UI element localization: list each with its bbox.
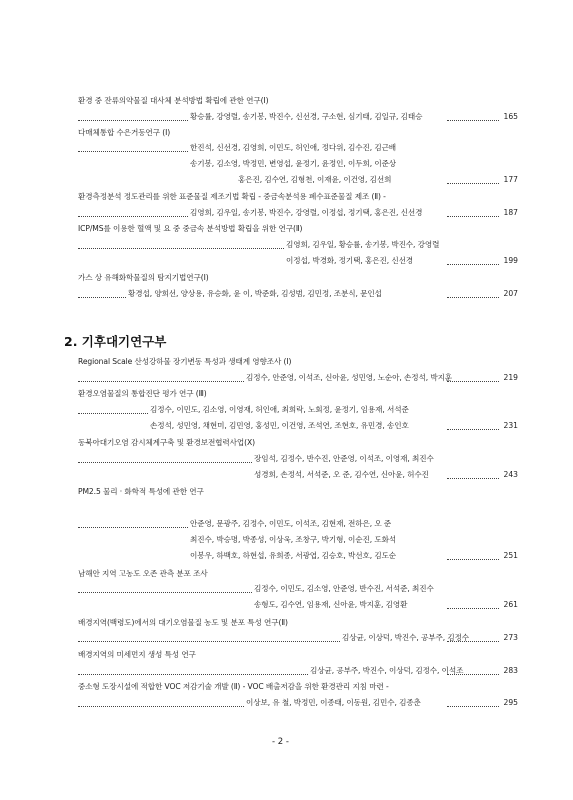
entry-authors: 안준영, 문광주, 김정수, 이민도, 이석조, 김현재, 전하은, 오 준 bbox=[190, 519, 392, 528]
entry-page-number: 273 bbox=[503, 633, 518, 642]
entry-title: 환경 중 잔류의약물질 대사체 분석방법 확립에 관한 연구(Ⅰ) bbox=[78, 96, 269, 105]
leader-dots bbox=[78, 151, 188, 152]
leader-dots bbox=[78, 706, 244, 707]
entry-page-number: 207 bbox=[503, 289, 518, 298]
leader-dots bbox=[78, 462, 252, 463]
entry-authors: 손정석, 성민영, 채현미, 김민영, 홍성민, 이건영, 조석연, 조현호, 유민경, 송인호 bbox=[150, 421, 409, 430]
entry-title: 환경오염물질의 통합진단 평가 연구 (Ⅲ) bbox=[78, 389, 207, 398]
section-heading: 2. 기후대기연구부 bbox=[64, 334, 167, 349]
entry-authors: 성경희, 손정석, 서석준, 오 준, 김수연, 신아윤, 허수진 bbox=[254, 470, 429, 479]
leader-dots bbox=[78, 297, 126, 298]
leader-dots bbox=[78, 216, 188, 217]
leader-dots bbox=[78, 527, 188, 528]
entry-title: 배경지역의 미세먼지 생성 특성 연구 bbox=[78, 650, 196, 659]
entry-authors: 김영희, 김우일, 송기봉, 박진수, 강영렬, 이정섭, 정기택, 홍은진, 신선경 bbox=[190, 208, 423, 217]
entry-page-number: 187 bbox=[503, 208, 518, 217]
entry-authors: 이봉우, 하백호, 하현섭, 유희종, 서광엽, 김승호, 박선호, 김도순 bbox=[190, 551, 397, 560]
entry-authors: 김상균, 공부주, 박진수, 이상덕, 김정수, 이석조 bbox=[310, 666, 464, 675]
entry-page-number: 199 bbox=[503, 256, 518, 265]
entry-page-number: 177 bbox=[503, 175, 518, 184]
entry-title: 동북아대기오염 감시체계구축 및 환경보전협력사업(Ⅹ) bbox=[78, 438, 255, 447]
leader-dots bbox=[78, 413, 148, 414]
entry-authors: 이정섭, 박경화, 정기택, 홍은진, 신선경 bbox=[286, 256, 414, 265]
leader-dots bbox=[78, 248, 284, 249]
entry-authors: 김정수, 안준영, 이석조, 신아윤, 성민영, 노순아, 손정석, 박지훈 bbox=[246, 373, 453, 382]
entry-title: Regional Scale 산성강하물 장기변동 특성과 생태계 영향조사 (Ⅰ) bbox=[78, 357, 292, 366]
entry-authors: 황경섭, 양희선, 양상용, 유승화, 윤 이, 박준화, 김성범, 김민정, 조분식, 문인섭 bbox=[128, 289, 382, 298]
entry-page-number: 251 bbox=[503, 551, 518, 560]
leader-dots bbox=[78, 641, 340, 642]
entry-authors: 김상균, 이상덕, 박진수, 공부주, 김정수 bbox=[342, 633, 470, 642]
entry-title: 가스 상 유해화학물질의 탐지기법연구(Ⅰ) bbox=[78, 273, 209, 282]
entry-page-number: 243 bbox=[503, 470, 518, 479]
entry-authors: 황승률, 강영렬, 송기봉, 박진수, 신선경, 구소현, 심기태, 김일규, 김태승 bbox=[190, 112, 423, 121]
entry-title: 배경지역(백령도)에서의 대기오염물질 농도 및 분포 특성 연구(Ⅱ) bbox=[78, 618, 288, 627]
entry-page-number: 295 bbox=[503, 698, 518, 707]
entry-authors: 최진수, 박승명, 박종성, 이상욱, 조창구, 박기형, 이순진, 도화석 bbox=[190, 535, 397, 544]
entry-title: ICP/MS를 이용한 혈액 및 요 중 중금속 분석방법 확립을 위한 연구(Ⅱ) bbox=[78, 224, 303, 233]
entry-title: 중소형 도장시설에 적합한 VOC 저감기술 개발 (Ⅱ) - VOC 배출저감을 위한 환경관리 지침 마련 - bbox=[78, 682, 389, 691]
entry-page-number: 261 bbox=[503, 600, 518, 609]
entry-page-number: 219 bbox=[503, 373, 518, 382]
entry-title: PM2.5 물리 · 화학적 특성에 관한 연구 bbox=[78, 487, 204, 496]
entry-authors: 송기봉, 김소영, 박정민, 변영섭, 윤정기, 윤정인, 이두희, 이준상 bbox=[190, 159, 397, 168]
entry-title: 환경측정분석 정도관리를 위한 표준물질 제조기법 확립 - 중금속분석용 폐수표준물질 제조 (Ⅱ) - bbox=[78, 192, 386, 201]
leader-dots bbox=[78, 592, 252, 593]
leader-dots bbox=[78, 381, 244, 382]
entry-page-number: 165 bbox=[503, 112, 518, 121]
leader-dots bbox=[78, 674, 308, 675]
entry-title: 남해안 지역 고농도 오존 관측 분포 조사 bbox=[78, 569, 208, 578]
entry-authors: 한진석, 신선경, 김영희, 이민도, 허인애, 정다위, 김수진, 김근배 bbox=[190, 143, 397, 152]
entry-authors: 송형도, 김수연, 임용재, 신아윤, 박지훈, 김영환 bbox=[254, 600, 408, 609]
entry-authors: 홍은진, 김수연, 김형천, 이재윤, 이건영, 김선희 bbox=[238, 175, 392, 184]
entry-authors: 김영희, 김우일, 황승률, 송기봉, 박진수, 강영렬 bbox=[286, 240, 440, 249]
entry-authors: 김정수, 이민도, 김소영, 이영재, 허인애, 최희락, 노회정, 윤정기, 임용재, 서석준 bbox=[150, 405, 409, 414]
page-footer-number: - 2 - bbox=[272, 737, 289, 747]
entry-authors: 김정수, 이민도, 김소영, 안준영, 반수진, 서석준, 최진수 bbox=[254, 584, 434, 593]
entry-page-number: 231 bbox=[503, 421, 518, 430]
entry-title: 다매체통합 수은거동연구 (Ⅰ) bbox=[78, 128, 171, 137]
entry-page-number: 283 bbox=[503, 666, 518, 675]
entry-authors: 장임석, 김정수, 반수진, 안준영, 이석조, 이영재, 최진수 bbox=[254, 454, 434, 463]
entry-authors: 이상보, 유 철, 박정민, 이종태, 이동원, 김민수, 김종춘 bbox=[246, 698, 421, 707]
leader-dots bbox=[78, 120, 188, 121]
